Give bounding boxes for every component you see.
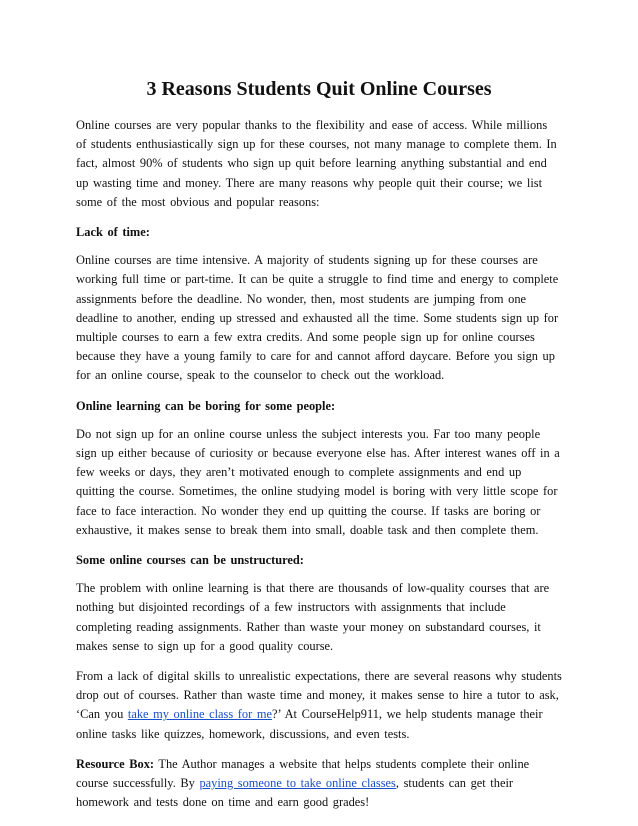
- section-body-boring: Do not sign up for an online course unless the subject interests you. Far too many people sign up either because of curiosity or because everyone else has. After interest wanes off in a few weeks or days, they aren’t motivated enough to complete assignments and end up quitting the course. Sometimes, the online studying model is boring with very little scope for face to face interaction. No wonder they end up quitting the course. If tasks are boring or exhaustive, it makes sense to break them into small, doable task and then complete them.: [76, 426, 560, 537]
- intro-paragraph: Online courses are very popular thanks to the flexibility and ease of access. While millions of students enthusiastically sign up for these courses, not many manage to complete them. In fact, almost 90% of students who sign up quit before learning anything substantial and end up wasting time and money. There are many reasons why people quit their course; we list some of the most obvious and popular reasons:: [76, 118, 557, 209]
- resource-box-paragraph: [76, 755, 562, 813]
- take-my-online-class-link[interactable]: take my online class for me: [127, 707, 272, 722]
- section-heading-lack-of-time: Lack of time:: [76, 225, 150, 240]
- section-body-unstructured: The problem with online learning is that there are thousands of low-quality courses that are nothing but disjointed recordings of a few instructors with assignments that include completing reading assignments. Rather than waste your money on substandard courses, it makes sense to sign up for a good quality course.: [76, 581, 550, 653]
- closing-text-before-link: From a lack of digital skills to unrealistic expectations, there are several reasons why students drop out of courses. Rather than waste time and money, it makes sense to hire a tutor to ask, ‘Can you: [76, 669, 562, 722]
- closing-paragraph: [76, 667, 562, 744]
- section-body-lack-of-time: Online courses are time intensive. A majority of students signing up for these courses are working full time or part-time. It can be quite a struggle to find time and energy to complete assignments before the deadline. No wonder, then, most students are jumping from one deadline to another, ending up stressed and exhausted all the time. Some students sign up for multiple courses to earn a few extra credits. And some people sign up for online courses because they have a young family to care for and cannot afford daycare. Before you sign up for an online course, speak to the counselor to check out the workload.: [76, 253, 559, 383]
- document-title: 3 Reasons Students Quit Online Courses: [146, 78, 492, 100]
- section-heading-unstructured: Some online courses can be unstructured:: [76, 553, 304, 568]
- resource-box-text-after-link: , students can get their homework and tests done on time and earn good grades!: [76, 776, 514, 810]
- closing-text-after-link: ?’ At CourseHelp911, we help students manage their online tasks like quizzes, homework, discussions, and even tests.: [76, 707, 543, 741]
- resource-box-label: Resource Box:: [76, 756, 155, 771]
- resource-box-text-before-link: The Author manages a website that helps students complete their online course successfully. By: [76, 756, 530, 791]
- paying-someone-link[interactable]: paying someone to take online classes: [199, 776, 396, 791]
- section-heading-boring: Online learning can be boring for some people:: [76, 398, 336, 413]
